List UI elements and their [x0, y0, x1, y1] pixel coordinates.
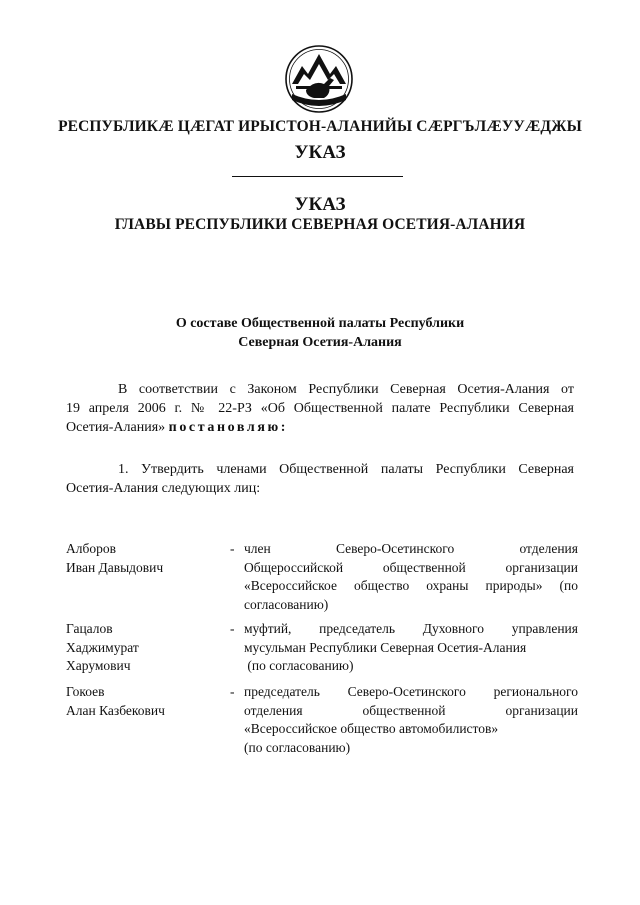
preamble-paragraph [66, 380, 574, 437]
decree-title [0, 314, 640, 352]
preamble-line: В соответствии с Законом Республики Северная Осетия-Алания от [118, 382, 574, 397]
member-description-line: Общероссийской общественной организации [244, 559, 578, 575]
member-name-line: Харумович [66, 658, 131, 673]
member-name-line: Иван Давыдович [66, 559, 164, 575]
member-name [66, 683, 226, 720]
item-1-line: Осетия-Алания следующих лиц: [66, 481, 261, 496]
member-name-line: Гацалов [66, 621, 113, 636]
coat-of-arms-emblem [284, 44, 354, 114]
member-description [244, 540, 578, 614]
decree-title-line: Северная Осетия-Алания [238, 335, 402, 350]
member-name [66, 620, 226, 676]
member-description-line: (по согласованию) [244, 658, 354, 673]
member-name-line: Алборов [66, 541, 116, 556]
republic-title-ossetian: РЕСПУБЛИКӔ ЦӔГАТ ИРЫСТОН-АЛАНИЙЫ СӔРГЪЛӔУУӔДЖЫ [58, 118, 582, 135]
member-dash: - [230, 541, 235, 556]
ukaz-heading-ossetian: УКАЗ [294, 142, 346, 163]
decree-title-line: О составе Общественной палаты Республики [175, 316, 465, 331]
head-of-republic-title: ГЛАВЫ РЕСПУБЛИКИ СЕВЕРНАЯ ОСЕТИЯ-АЛАНИЯ [114, 216, 526, 233]
member-description-line: мусульман Республики Северная Осетия-Алания [244, 639, 527, 655]
member-description [244, 620, 578, 676]
member-description-line: согласованию) [244, 596, 329, 612]
member-name-line: Хаджимурат [66, 639, 139, 655]
decree-word: постановляю: [168, 420, 289, 435]
member-description [244, 683, 578, 757]
member-dash: - [230, 684, 235, 699]
member-description-line: «Всероссийское общество автомобилистов» [244, 721, 499, 736]
member-name-line: Алан Казбекович [66, 702, 165, 718]
item-1-paragraph [66, 460, 574, 498]
member-name [66, 540, 226, 577]
preamble-line: 19 апреля 2006 г. № 22-РЗ «Об Общественной палате Республики Северная [66, 401, 574, 416]
member-description-line: председатель Северо-Осетинского регионального [244, 684, 578, 699]
header-divider [232, 176, 403, 177]
preamble-line-text: Осетия-Алания» [66, 420, 166, 435]
member-description-line: отделения общественной организации [244, 702, 578, 718]
member-description-line: член Северо-Осетинского отделения [244, 541, 578, 556]
member-name-line: Гокоев [66, 684, 105, 699]
member-description-line: (по согласованию) [244, 739, 351, 755]
member-description-line: муфтий, председатель Духовного управления [244, 621, 578, 636]
member-description-line: «Всероссийское общество охраны природы» (по [244, 578, 578, 593]
ukaz-heading-russian: УКАЗ [294, 194, 346, 215]
preamble-line [66, 418, 574, 437]
member-dash: - [230, 621, 235, 636]
item-1-line: 1. Утвердить членами Общественной палаты Республики Северная [118, 462, 574, 477]
